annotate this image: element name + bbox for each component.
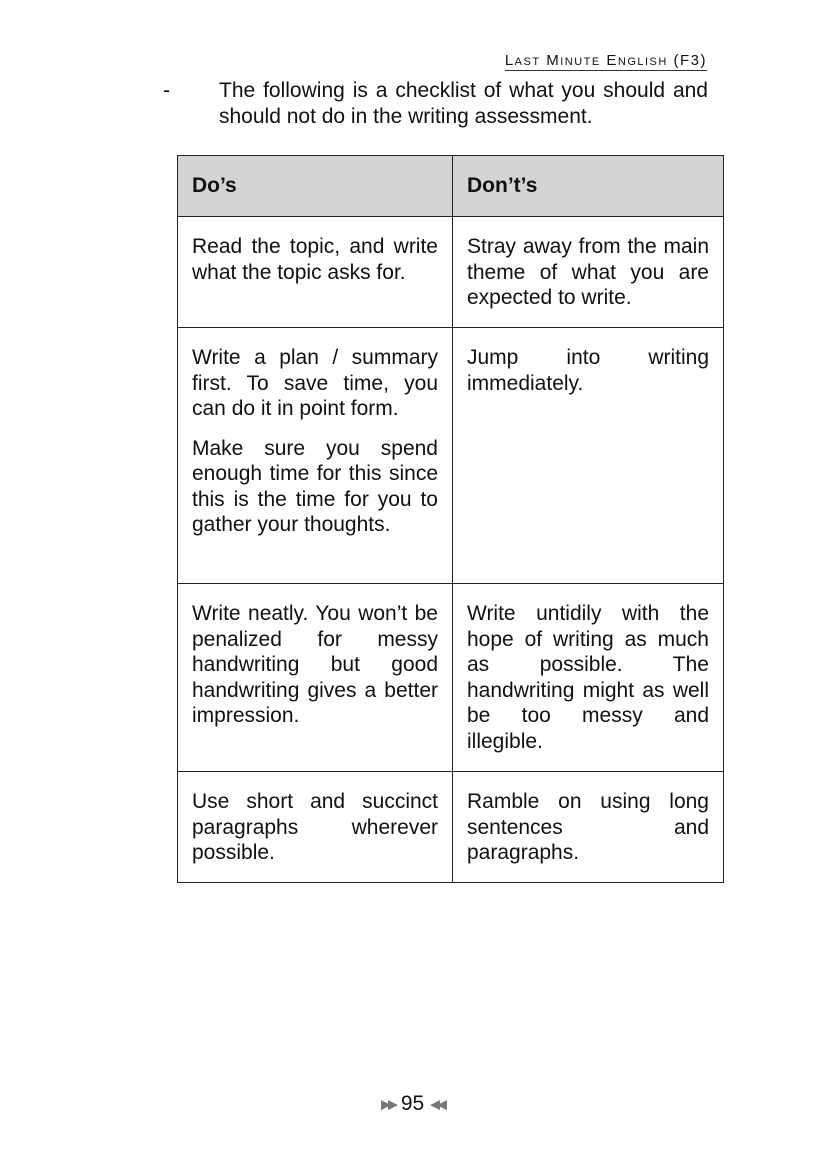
donts-cell [453, 328, 724, 584]
table-row [178, 772, 724, 883]
intro-text: The following is a checklist of what you should and should not do in the writing assessment. [219, 79, 708, 128]
intro-paragraph [163, 78, 708, 130]
cell-text: Read the topic, and write what the topic asks for. [192, 235, 438, 284]
header-donts: Don’t’s [453, 156, 724, 217]
cell-text: Make sure you spend enough time for this since this is the time for you to gather your thoughts. [192, 436, 438, 536]
donts-cell [453, 217, 724, 328]
donts-cell [453, 584, 724, 772]
dos-donts-table [177, 155, 724, 883]
page-number: 95 [400, 1092, 425, 1115]
header-dos: Do’s [178, 156, 453, 217]
dos-cell [178, 328, 453, 584]
cell-text: Write a plan / summary first. To save time, you can do it in point form. [192, 346, 438, 420]
dos-cell [178, 584, 453, 772]
cell-text: Jump into writing immediately. [467, 346, 709, 395]
table-row [178, 584, 724, 772]
table-row [178, 217, 724, 328]
dos-cell [178, 217, 453, 328]
cell-text: Ramble on using long sentences and paragraphs. [467, 790, 709, 864]
cell-text: Use short and succinct paragraphs wherever possible. [192, 790, 438, 864]
table-header-row [178, 156, 724, 217]
dos-cell [178, 772, 453, 883]
cell-text: Write untidily with the hope of writing as much as possible. The handwriting might as well be too messy and illegible. [467, 602, 709, 753]
cell-text: Write neatly. You won’t be penalized for messy handwriting but good handwriting gives a better impression. [192, 602, 438, 727]
table-row [178, 328, 724, 584]
running-header: Last Minute English (F3) [504, 52, 707, 69]
cell-text: Stray away from the main theme of what you are expected to write. [467, 235, 709, 309]
right-arrows-icon: ▶▶ [380, 1096, 395, 1112]
left-arrows-icon: ◀◀ [430, 1096, 445, 1112]
donts-cell [453, 772, 724, 883]
bullet-dash: - [163, 79, 170, 102]
page-footer [0, 1092, 825, 1116]
